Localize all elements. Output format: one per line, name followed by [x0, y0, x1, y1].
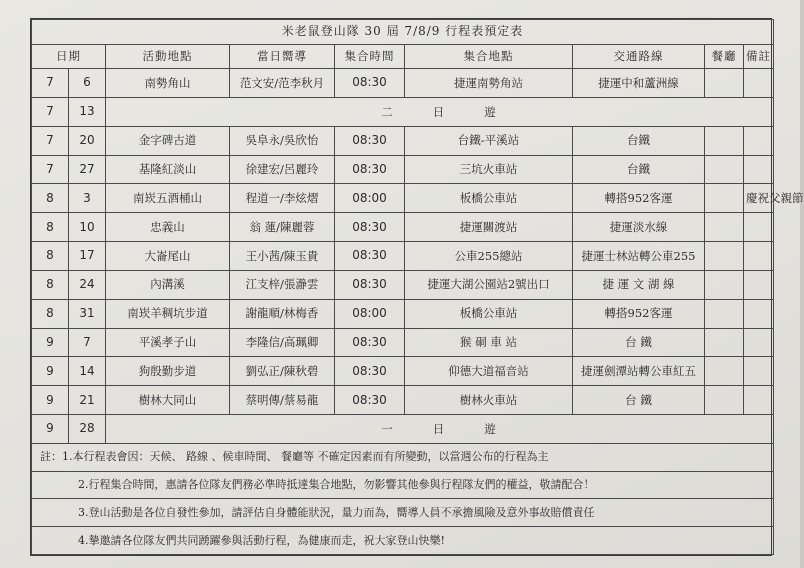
- header-remark: 備註: [744, 44, 774, 69]
- guide-cell: 李隆信/高珮卿: [230, 328, 335, 357]
- location-cell: 樹林大同山: [106, 386, 230, 415]
- time-cell: 08:30: [335, 270, 405, 299]
- header-restaurant: 餐廳: [705, 44, 744, 69]
- transport-cell: 轉搭952客運: [573, 184, 705, 213]
- restaurant-cell: [705, 213, 744, 242]
- note-text: 3.登山活動是各位自發性參加，請評估自身體能狀況，量力而為，嚮導人員不承擔風險及意外事故賠償責任: [32, 499, 774, 527]
- transport-cell: 捷運中和蘆洲線: [573, 69, 705, 98]
- time-cell: 08:30: [335, 328, 405, 357]
- meeting-place-cell: 捷運關渡站: [405, 213, 573, 242]
- schedule-row: [32, 270, 774, 299]
- transport-cell: 台鐵: [573, 126, 705, 155]
- location-cell: 忠義山: [106, 213, 230, 242]
- time-cell: 08:30: [335, 69, 405, 98]
- remark-cell: [744, 155, 774, 184]
- transport-cell: 台 鐵: [573, 386, 705, 415]
- meeting-place-cell: 捷運南勢角站: [405, 69, 573, 98]
- month-cell: 9: [32, 386, 69, 415]
- transport-cell: 捷運士林站轉公車255: [573, 242, 705, 271]
- month-cell: 9: [32, 328, 69, 357]
- location-cell: 大崙尾山: [106, 242, 230, 271]
- transport-cell: 捷運劍潭站轉公車紅五: [573, 357, 705, 386]
- transport-cell: 捷 運 文 湖 線: [573, 270, 705, 299]
- day-cell: 7: [69, 328, 106, 357]
- remark-cell: [744, 357, 774, 386]
- guide-cell: 程道一/李炫熠: [230, 184, 335, 213]
- multi-day-trip-cell: 二日遊: [106, 97, 774, 126]
- header-date: 日期: [32, 44, 106, 69]
- multi-day-trip-cell: 一日遊: [106, 415, 774, 444]
- day-cell: 3: [69, 184, 106, 213]
- time-cell: 08:30: [335, 126, 405, 155]
- remark-cell: 慶祝父親節: [744, 184, 774, 213]
- time-cell: 08:00: [335, 299, 405, 328]
- restaurant-cell: [705, 270, 744, 299]
- meeting-place-cell: 公車255總站: [405, 242, 573, 271]
- schedule-row: [32, 97, 774, 126]
- transport-cell: 轉搭952客運: [573, 299, 705, 328]
- location-cell: 基隆紅淡山: [106, 155, 230, 184]
- header-meeting-place: 集合地點: [405, 44, 573, 69]
- guide-cell: 范文安/范李秋月: [230, 69, 335, 98]
- restaurant-cell: [705, 328, 744, 357]
- note-row: [32, 443, 774, 471]
- restaurant-cell: [705, 69, 744, 98]
- day-cell: 17: [69, 242, 106, 271]
- day-cell: 27: [69, 155, 106, 184]
- month-cell: 7: [32, 155, 69, 184]
- guide-cell: 蔡明傳/蔡易龍: [230, 386, 335, 415]
- meeting-place-cell: 捷運大湖公園站2號出口: [405, 270, 573, 299]
- note-text: 註：1.本行程表會因：天候、 路線 、候車時間、 餐廳等 不確定因素而有所變動，以當週公布的行程為主: [32, 443, 774, 471]
- header-guide: 當日嚮導: [230, 44, 335, 69]
- remark-cell: [744, 386, 774, 415]
- month-cell: 7: [32, 97, 69, 126]
- schedule-row: [32, 242, 774, 271]
- time-cell: 08:30: [335, 357, 405, 386]
- remark-cell: [744, 213, 774, 242]
- month-cell: 7: [32, 126, 69, 155]
- month-cell: 8: [32, 242, 69, 271]
- day-cell: 31: [69, 299, 106, 328]
- restaurant-cell: [705, 155, 744, 184]
- month-cell: 9: [32, 415, 69, 444]
- meeting-place-cell: 三坑火車站: [405, 155, 573, 184]
- guide-cell: 翁 蓮/陳麗蓉: [230, 213, 335, 242]
- remark-cell: [744, 328, 774, 357]
- guide-cell: 吳阜永/吳欣怡: [230, 126, 335, 155]
- note-row: [32, 527, 774, 555]
- note-row: [32, 471, 774, 499]
- schedule-row: [32, 357, 774, 386]
- remark-cell: [744, 270, 774, 299]
- month-cell: 7: [32, 69, 69, 98]
- header-transport: 交通路線: [573, 44, 705, 69]
- month-cell: 8: [32, 213, 69, 242]
- schedule-row: [32, 126, 774, 155]
- location-cell: 南勢角山: [106, 69, 230, 98]
- restaurant-cell: [705, 386, 744, 415]
- remark-cell: [744, 242, 774, 271]
- day-cell: 10: [69, 213, 106, 242]
- schedule-row: [32, 328, 774, 357]
- transport-cell: 台鐵: [573, 155, 705, 184]
- remark-cell: [744, 126, 774, 155]
- month-cell: 9: [32, 357, 69, 386]
- location-cell: 南崁羊稠坑步道: [106, 299, 230, 328]
- meeting-place-cell: 板橋公車站: [405, 299, 573, 328]
- restaurant-cell: [705, 357, 744, 386]
- schedule-row: [32, 213, 774, 242]
- note-text: 2.行程集合時間，惠請各位隊友們務必準時抵達集合地點，勿影響其他參與行程隊友們的權益，敬請配合！: [32, 471, 774, 499]
- month-cell: 8: [32, 270, 69, 299]
- location-cell: 金字碑古道: [106, 126, 230, 155]
- location-cell: 南崁五酒桶山: [106, 184, 230, 213]
- meeting-place-cell: 板橋公車站: [405, 184, 573, 213]
- schedule-row: [32, 299, 774, 328]
- transport-cell: 捷運淡水線: [573, 213, 705, 242]
- time-cell: 08:30: [335, 242, 405, 271]
- page-title: 米老鼠登山隊 30 屆 7/8/9 行程表預定表: [32, 20, 774, 45]
- remark-cell: [744, 299, 774, 328]
- day-cell: 28: [69, 415, 106, 444]
- location-cell: 狗殷勤步道: [106, 357, 230, 386]
- guide-cell: 江支梓/張瀞雲: [230, 270, 335, 299]
- time-cell: 08:30: [335, 213, 405, 242]
- time-cell: 08:30: [335, 386, 405, 415]
- schedule-row: [32, 155, 774, 184]
- month-cell: 8: [32, 184, 69, 213]
- month-cell: 8: [32, 299, 69, 328]
- transport-cell: 台 鐵: [573, 328, 705, 357]
- meeting-place-cell: 樹林火車站: [405, 386, 573, 415]
- restaurant-cell: [705, 242, 744, 271]
- day-cell: 14: [69, 357, 106, 386]
- day-cell: 6: [69, 69, 106, 98]
- restaurant-cell: [705, 184, 744, 213]
- time-cell: 08:00: [335, 184, 405, 213]
- header-location: 活動地點: [106, 44, 230, 69]
- restaurant-cell: [705, 299, 744, 328]
- day-cell: 20: [69, 126, 106, 155]
- day-cell: 21: [69, 386, 106, 415]
- note-row: [32, 499, 774, 527]
- note-text: 4.摯邀請各位隊友們共同踴躍參與活動行程，為健康而走，祝大家登山快樂!: [32, 527, 774, 555]
- meeting-place-cell: 台鐵-平溪站: [405, 126, 573, 155]
- schedule-table-frame: [30, 18, 804, 556]
- schedule-table: [31, 19, 804, 555]
- schedule-row: [32, 415, 774, 444]
- meeting-place-cell: 猴 硐 車 站: [405, 328, 573, 357]
- time-cell: 08:30: [335, 155, 405, 184]
- schedule-row: [32, 184, 774, 213]
- day-cell: 13: [69, 97, 106, 126]
- meeting-place-cell: 仰德大道福音站: [405, 357, 573, 386]
- day-cell: 24: [69, 270, 106, 299]
- schedule-row: [32, 386, 774, 415]
- header-time: 集合時間: [335, 44, 405, 69]
- restaurant-cell: [705, 126, 744, 155]
- guide-cell: 王小茜/陳玉貴: [230, 242, 335, 271]
- remark-cell: [744, 69, 774, 98]
- schedule-row: [32, 69, 774, 98]
- location-cell: 平溪孝子山: [106, 328, 230, 357]
- guide-cell: 謝龍順/林梅香: [230, 299, 335, 328]
- location-cell: 內溝溪: [106, 270, 230, 299]
- guide-cell: 劉弘正/陳秋碧: [230, 357, 335, 386]
- guide-cell: 徐建宏/呂麗玲: [230, 155, 335, 184]
